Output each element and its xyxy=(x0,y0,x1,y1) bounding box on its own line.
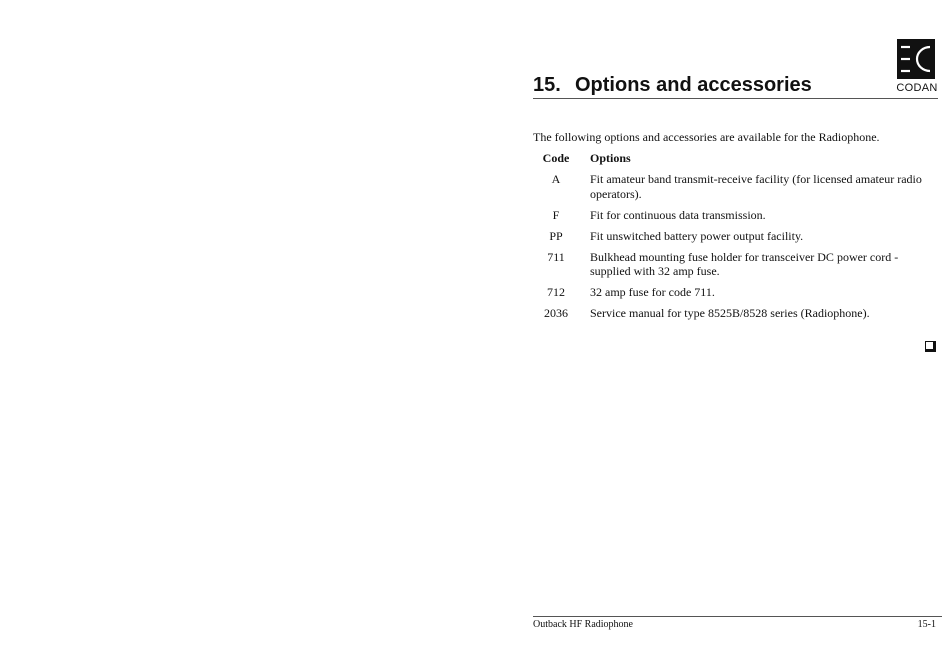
table-row xyxy=(533,306,938,321)
option-description: Fit amateur band transmit-receive facility (for licensed amateur radio operators). xyxy=(590,172,922,201)
table-header-row xyxy=(533,151,938,166)
table-row xyxy=(533,285,938,300)
option-code: F xyxy=(552,207,560,222)
end-of-section-icon xyxy=(925,341,936,352)
table-row xyxy=(533,250,938,279)
option-description: 32 amp fuse for code 711. xyxy=(590,285,715,299)
option-code: PP xyxy=(549,228,563,243)
options-column-header: Options xyxy=(590,151,631,165)
table-row xyxy=(533,229,938,244)
option-code: 711 xyxy=(547,249,565,264)
title-divider xyxy=(533,98,938,99)
codan-logo-icon xyxy=(897,39,935,79)
option-code: A xyxy=(551,172,561,186)
table-row xyxy=(533,172,938,201)
table-row xyxy=(533,208,938,223)
options-table xyxy=(533,151,938,327)
option-description: Bulkhead mounting fuse holder for transceiver DC power cord - supplied with 32 amp fuse. xyxy=(590,249,899,278)
option-description: Fit for continuous data transmission. xyxy=(590,207,766,222)
footer-divider xyxy=(533,616,942,617)
option-code: 2036 xyxy=(544,306,568,320)
footer-page-number: 15-1 xyxy=(917,619,936,630)
code-column-header: Code xyxy=(542,151,570,165)
option-code: 712 xyxy=(547,285,565,299)
option-description: Fit unswitched battery power output facility. xyxy=(590,228,804,243)
chapter-number: 15. xyxy=(533,74,561,96)
footer-document-title: Outback HF Radiophone xyxy=(533,619,633,630)
chapter-title-text: Options and accessories xyxy=(575,74,812,96)
page-title xyxy=(533,73,812,97)
intro-paragraph: The following options and accessories are available for the Radiophone. xyxy=(533,130,880,144)
option-description: Service manual for type 8525B/8528 series (Radiophone). xyxy=(590,306,870,320)
logo-wordmark: CODAN xyxy=(896,82,938,94)
